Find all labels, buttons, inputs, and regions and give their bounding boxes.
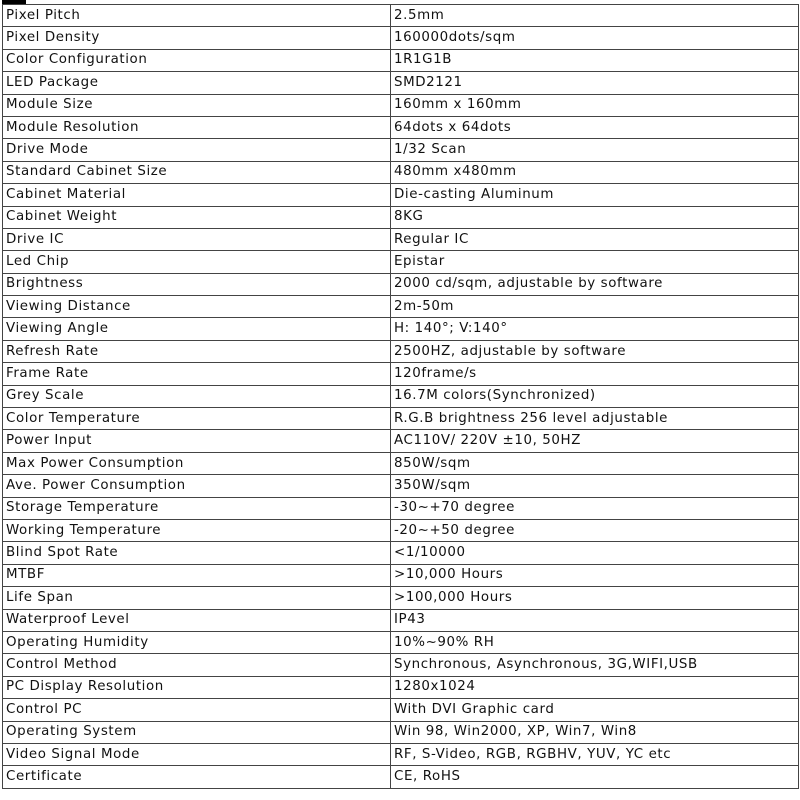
spec-value-cell: SMD2121 bbox=[391, 72, 799, 94]
spec-label-cell: Grey Scale bbox=[3, 385, 391, 407]
table-row bbox=[3, 721, 799, 743]
spec-label-cell: Cabinet Weight bbox=[3, 206, 391, 228]
spec-label-cell: Storage Temperature bbox=[3, 497, 391, 519]
table-row bbox=[3, 542, 799, 564]
spec-value-cell: 2500HZ, adjustable by software bbox=[391, 340, 799, 362]
spec-label-cell: Operating System bbox=[3, 721, 391, 743]
table-row bbox=[3, 609, 799, 631]
spec-label-cell: MTBF bbox=[3, 564, 391, 586]
table-row bbox=[3, 139, 799, 161]
spec-value-cell: Epistar bbox=[391, 251, 799, 273]
spec-label-cell: Operating Humidity bbox=[3, 631, 391, 653]
spec-value-cell: 160000dots/sqm bbox=[391, 27, 799, 49]
spec-label-cell: Cabinet Material bbox=[3, 184, 391, 206]
spec-label-cell: Control PC bbox=[3, 699, 391, 721]
table-row bbox=[3, 251, 799, 273]
spec-value-cell: 1R1G1B bbox=[391, 49, 799, 71]
table-row bbox=[3, 296, 799, 318]
table-row bbox=[3, 766, 799, 788]
table-row bbox=[3, 161, 799, 183]
table-row bbox=[3, 676, 799, 698]
spec-value-cell: 2000 cd/sqm, adjustable by software bbox=[391, 273, 799, 295]
table-row bbox=[3, 5, 799, 27]
table-row bbox=[3, 654, 799, 676]
spec-label-cell: Blind Spot Rate bbox=[3, 542, 391, 564]
spec-value-cell: Die-casting Aluminum bbox=[391, 184, 799, 206]
spec-value-cell: 350W/sqm bbox=[391, 475, 799, 497]
table-row bbox=[3, 340, 799, 362]
table-row bbox=[3, 273, 799, 295]
spec-label-cell: Frame Rate bbox=[3, 363, 391, 385]
spec-label-cell: Control Method bbox=[3, 654, 391, 676]
spec-value-cell: IP43 bbox=[391, 609, 799, 631]
table-row bbox=[3, 72, 799, 94]
spec-value-cell: 160mm x 160mm bbox=[391, 94, 799, 116]
table-row bbox=[3, 116, 799, 138]
spec-value-cell: CE, RoHS bbox=[391, 766, 799, 788]
table-row bbox=[3, 519, 799, 541]
spec-label-cell: Drive IC bbox=[3, 228, 391, 250]
spec-label-cell: Ave. Power Consumption bbox=[3, 475, 391, 497]
spec-table-body bbox=[3, 5, 799, 789]
spec-value-cell: 850W/sqm bbox=[391, 452, 799, 474]
spec-label-cell: Pixel Pitch bbox=[3, 5, 391, 27]
table-row bbox=[3, 363, 799, 385]
spec-value-cell: Synchronous, Asynchronous, 3G,WIFI,USB bbox=[391, 654, 799, 676]
table-row bbox=[3, 475, 799, 497]
spec-label-cell: Standard Cabinet Size bbox=[3, 161, 391, 183]
spec-label-cell: LED Package bbox=[3, 72, 391, 94]
spec-label-cell: Life Span bbox=[3, 587, 391, 609]
spec-label-cell: Color Temperature bbox=[3, 408, 391, 430]
table-row bbox=[3, 564, 799, 586]
spec-label-cell: Power Input bbox=[3, 430, 391, 452]
spec-label-cell: Module Size bbox=[3, 94, 391, 116]
spec-label-cell: Brightness bbox=[3, 273, 391, 295]
spec-value-cell: AC110V/ 220V ±10, 50HZ bbox=[391, 430, 799, 452]
spec-value-cell: >10,000 Hours bbox=[391, 564, 799, 586]
spec-label-cell: Viewing Angle bbox=[3, 318, 391, 340]
spec-label-cell: Led Chip bbox=[3, 251, 391, 273]
table-row bbox=[3, 385, 799, 407]
spec-value-cell: -30~+70 degree bbox=[391, 497, 799, 519]
spec-label-cell: Working Temperature bbox=[3, 519, 391, 541]
table-row bbox=[3, 94, 799, 116]
spec-value-cell: Regular IC bbox=[391, 228, 799, 250]
table-row bbox=[3, 318, 799, 340]
spec-value-cell: -20~+50 degree bbox=[391, 519, 799, 541]
spec-value-cell: 64dots x 64dots bbox=[391, 116, 799, 138]
spec-label-cell: Pixel Density bbox=[3, 27, 391, 49]
table-row bbox=[3, 743, 799, 765]
spec-label-cell: Video Signal Mode bbox=[3, 743, 391, 765]
spec-label-cell: Color Configuration bbox=[3, 49, 391, 71]
spec-label-cell: PC Display Resolution bbox=[3, 676, 391, 698]
spec-label-cell: Certificate bbox=[3, 766, 391, 788]
spec-label-cell: Waterproof Level bbox=[3, 609, 391, 631]
spec-value-cell: 16.7M colors(Synchronized) bbox=[391, 385, 799, 407]
spec-value-cell: 2m-50m bbox=[391, 296, 799, 318]
spec-value-cell: RF, S-Video, RGB, RGBHV, YUV, YC etc bbox=[391, 743, 799, 765]
spec-label-cell: Drive Mode bbox=[3, 139, 391, 161]
spec-value-cell: Win 98, Win2000, XP, Win7, Win8 bbox=[391, 721, 799, 743]
spec-value-cell: 1/32 Scan bbox=[391, 139, 799, 161]
spec-label-cell: Refresh Rate bbox=[3, 340, 391, 362]
spec-value-cell: >100,000 Hours bbox=[391, 587, 799, 609]
table-row bbox=[3, 699, 799, 721]
spec-value-cell: R.G.B brightness 256 level adjustable bbox=[391, 408, 799, 430]
spec-label-cell: Max Power Consumption bbox=[3, 452, 391, 474]
spec-value-cell: 480mm x480mm bbox=[391, 161, 799, 183]
spec-table bbox=[2, 4, 799, 789]
spec-value-cell: 10%~90% RH bbox=[391, 631, 799, 653]
spec-value-cell: 8KG bbox=[391, 206, 799, 228]
spec-value-cell: 120frame/s bbox=[391, 363, 799, 385]
table-row bbox=[3, 408, 799, 430]
table-row bbox=[3, 206, 799, 228]
spec-value-cell: <1/10000 bbox=[391, 542, 799, 564]
table-row bbox=[3, 49, 799, 71]
spec-value-cell: 1280x1024 bbox=[391, 676, 799, 698]
table-row bbox=[3, 430, 799, 452]
table-row bbox=[3, 228, 799, 250]
table-row bbox=[3, 587, 799, 609]
spec-value-cell: H: 140°; V:140° bbox=[391, 318, 799, 340]
spec-label-cell: Module Resolution bbox=[3, 116, 391, 138]
table-row bbox=[3, 27, 799, 49]
spec-label-cell: Viewing Distance bbox=[3, 296, 391, 318]
table-row bbox=[3, 631, 799, 653]
table-row bbox=[3, 184, 799, 206]
table-row bbox=[3, 497, 799, 519]
spec-value-cell: With DVI Graphic card bbox=[391, 699, 799, 721]
table-row bbox=[3, 452, 799, 474]
spec-value-cell: 2.5mm bbox=[391, 5, 799, 27]
